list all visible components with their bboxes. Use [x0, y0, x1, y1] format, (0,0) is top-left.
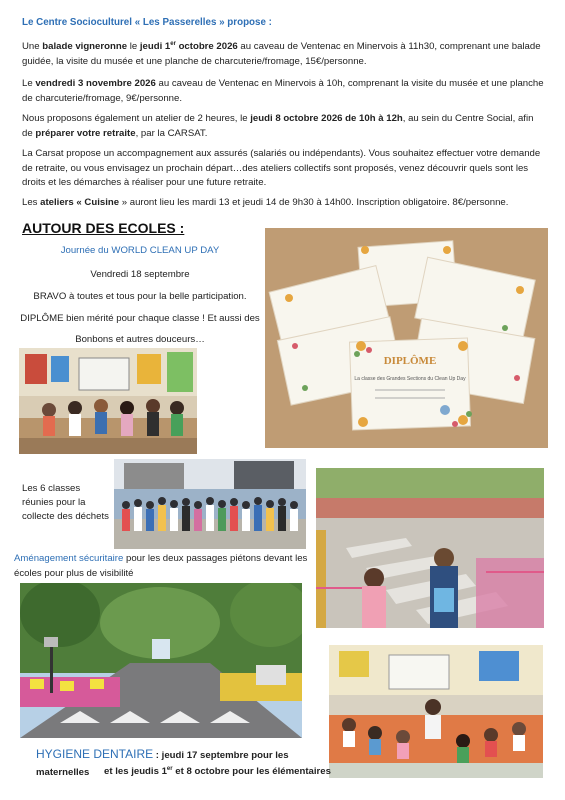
cleanup-title: Journée du WORLD CLEAN UP DAY	[60, 245, 220, 256]
paragraph-retraite: Nous proposons également un atelier de 2 heures, le jeudi 8 octobre 2026 de 10h à 12h, au sein du Centre Social, afin de préparer votre retraite, par la CARSAT.	[22, 113, 534, 139]
photo-route	[20, 583, 302, 738]
hygiene-line1: HYGIENE DENTAIRE : jeudi 17 septembre pour les maternelles	[36, 747, 289, 778]
cleanup-bonbons: Bonbons et autres douceurs…	[75, 334, 205, 345]
paragraph-balade: Une balade vigneronne le jeudi 1er octobre 2026 au caveau de Ventenac en Minervois à 11h30, comprenant une balade guidée, la visite du musée et une planche de charcuterie/fromage, 15€/personne.	[22, 40, 541, 67]
cleanup-diplome: DIPLÔME bien mérité pour chaque classe ! Et aussi des	[20, 313, 260, 324]
photo-diplomes	[265, 228, 548, 448]
ecoles-title: AUTOUR DES ECOLES :	[22, 220, 185, 236]
photo-hygiene-classe	[329, 645, 543, 778]
paragraph-vendredi: Le vendredi 3 novembre 2026 au caveau de Ventenac en Minervois à 10h, comprenant la visite du musée et une planche de charcuterie/fromage, 9€/personne.	[22, 78, 544, 104]
cleanup-bravo: BRAVO à toutes et tous pour la belle participation.	[33, 291, 247, 302]
paragraph-cuisine: Les ateliers « Cuisine » auront lieu les mardi 13 et jeudi 14 de 9h30 à 14h00. Inscription obligatoire. 8€/personne.	[22, 197, 509, 208]
hygiene-line2: et les jeudis 1er et 8 octobre pour les élémentaires	[104, 765, 331, 777]
photo-classroom	[19, 348, 197, 454]
diplome-card-text: La classe des Grandes Sections du Clean Up Day	[354, 376, 466, 382]
amenagement-caption: Aménagement sécuritaire pour les deux passages piétons devant les écoles pour plus de visibilité	[14, 553, 308, 579]
classes-caption: Les 6 classes réunies pour la collecte des déchets	[22, 483, 109, 522]
cleanup-date: Vendredi 18 septembre	[90, 269, 190, 280]
diplome-card-title: DIPLÔME	[383, 355, 437, 367]
paragraph-carsat: La Carsat propose un accompagnement aux assurés (salariés ou indépendants). Vous souhaitez effectuer votre demande de retraite, ou vous envisagez un prochain départ…des ateliers collectifs sont proposés, venez découvrir quels sont les droits et les démarches à réaliser pour une future retraite.	[22, 148, 541, 188]
photo-classes	[114, 459, 306, 549]
photo-passage-pietons	[316, 468, 544, 628]
passerelles-heading: Le Centre Socioculturel « Les Passerelles » propose :	[22, 17, 272, 28]
